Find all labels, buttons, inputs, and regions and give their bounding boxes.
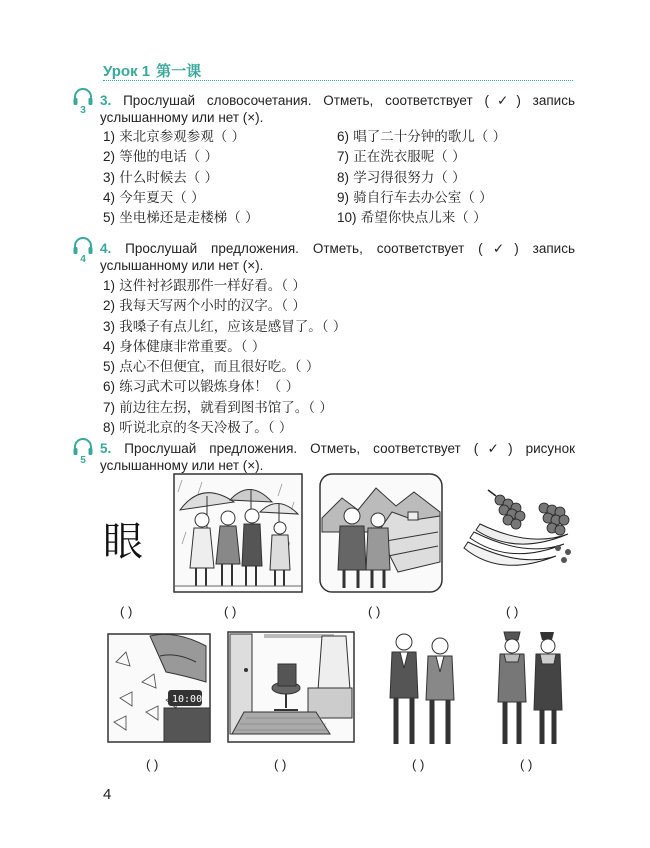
list-item: [337, 188, 506, 208]
item-number: 4): [103, 189, 116, 205]
item-text: 我嗓子有点儿红，应该是感冒了。（ ）: [115, 318, 347, 335]
item-number: 2): [103, 149, 116, 165]
item-number: 6): [337, 129, 350, 144]
picture-great-wall: [318, 472, 444, 594]
list-item: [103, 317, 346, 337]
lesson-header: [103, 60, 573, 81]
item-text: 今年夏天（ ）: [115, 189, 205, 206]
task-text: Прослушай предложения. Отметь, соответствует (✓) рисунок услышанному или нет (×).: [100, 441, 575, 473]
list-item: [103, 127, 259, 147]
item-number: 4): [103, 338, 116, 354]
item-number: 6): [103, 379, 116, 395]
eye-character: 眼: [103, 519, 143, 565]
header-dotted-rule: [103, 80, 573, 81]
lesson-label-cn: 第一课: [156, 62, 202, 80]
item-text: 身体健康非常重要。（ ）: [115, 338, 266, 355]
audio-track-5[interactable]: [72, 438, 94, 466]
audio-track-3[interactable]: [72, 88, 94, 116]
list-item: [103, 337, 346, 357]
item-text: 听说北京的冬天冷极了。（ ）: [115, 420, 293, 437]
audio-track-number: 3: [80, 105, 86, 116]
item-text: 来北京参观参观（ ）: [115, 129, 246, 145]
item-number: 3): [103, 169, 116, 185]
list-item: [337, 147, 506, 167]
page-number: 4: [103, 786, 112, 803]
list-item: [103, 377, 346, 397]
list-item: [103, 147, 259, 167]
list-item: [103, 398, 346, 418]
item-number: 1): [103, 278, 116, 293]
answer-blank[interactable]: ( ): [224, 604, 237, 619]
item-text: 什么时候去（ ）: [115, 169, 219, 186]
audio-track-number: 4: [80, 254, 86, 265]
list-item: [103, 208, 259, 228]
answer-blank[interactable]: ( ): [520, 757, 533, 772]
item-number: 7): [337, 149, 350, 165]
picture-sleeping-alarm-clock: [106, 632, 212, 744]
item-number: 8): [337, 169, 350, 185]
item-text: 骑自行车去办公室（ ）: [349, 189, 493, 206]
answer-blank[interactable]: ( ): [120, 604, 133, 619]
item-text: 点心不但便宜，而且很好吃。（ ）: [115, 359, 320, 376]
answer-blank[interactable]: ( ): [146, 757, 159, 772]
item-number: 2): [103, 298, 116, 314]
list-item: [103, 276, 346, 296]
answer-blank[interactable]: ( ): [412, 757, 425, 772]
item-text: 希望你快点儿来（ ）: [356, 210, 487, 227]
task-number: 5.: [100, 441, 112, 456]
item-text: 前边往左拐，就看到图书馆了。（ ）: [115, 399, 333, 416]
list-item: [103, 296, 346, 316]
list-item: [337, 127, 506, 147]
headphones-icon: [72, 237, 94, 255]
item-number: 5): [103, 210, 116, 226]
task-3-instruction: [100, 92, 575, 126]
item-number: 5): [103, 359, 116, 375]
item-number: 7): [103, 399, 116, 415]
task-3-list-left: [103, 127, 259, 228]
item-text: 练习武术可以锻炼身体！（ ）: [115, 379, 300, 396]
audio-track-number: 5: [80, 455, 86, 466]
picture-grapes-bananas: [460, 486, 588, 578]
headphones-icon: [72, 438, 94, 456]
item-text: 坐电梯还是走楼梯（ ）: [115, 210, 259, 227]
item-text: 学习得很努力（ ）: [349, 169, 466, 186]
list-item: [103, 357, 346, 377]
task-4-instruction: [100, 240, 575, 274]
item-text: 这件衬衫跟那件一样好看。（ ）: [115, 278, 306, 294]
task-number: 3.: [100, 93, 112, 108]
item-number: 10): [337, 210, 357, 226]
picture-bedroom: [226, 630, 356, 744]
item-number: 8): [103, 420, 116, 436]
picture-rain-umbrellas: [172, 472, 304, 594]
lesson-label: Урок 1: [103, 63, 151, 80]
task-number: 4.: [100, 241, 112, 256]
answer-blank[interactable]: ( ): [368, 604, 381, 619]
task-5-instruction: [100, 440, 575, 474]
task-4-list: [103, 276, 346, 438]
item-text: 我每天写两个小时的汉字。（ ）: [115, 298, 306, 315]
list-item: [103, 418, 346, 438]
item-number: 3): [103, 318, 116, 334]
svg-text:10:00: 10:00: [172, 694, 203, 705]
answer-blank[interactable]: ( ): [274, 757, 287, 772]
answer-blank[interactable]: ( ): [506, 604, 519, 619]
item-text: 唱了二十分钟的歌儿（ ）: [349, 129, 507, 145]
list-item: [337, 168, 506, 188]
list-item: [337, 208, 506, 228]
list-item: [103, 168, 259, 188]
item-text: 等他的电话（ ）: [115, 149, 219, 166]
headphones-icon: [72, 88, 94, 106]
item-number: 9): [337, 189, 350, 205]
list-item: [103, 188, 259, 208]
picture-two-men-suits: [384, 628, 464, 750]
item-text: 正在洗衣服呢（ ）: [349, 149, 466, 166]
picture-two-men-winter: [492, 628, 572, 750]
task-text: Прослушай словосочетания. Отметь, соответствует (✓) запись услышанному или нет (×).: [100, 93, 575, 125]
task-3-list-right: [337, 127, 506, 228]
audio-track-4[interactable]: [72, 237, 94, 265]
item-number: 1): [103, 129, 116, 144]
task-text: Прослушай предложения. Отметь, соответствует (✓) запись услышанному или нет (×).: [100, 241, 575, 273]
